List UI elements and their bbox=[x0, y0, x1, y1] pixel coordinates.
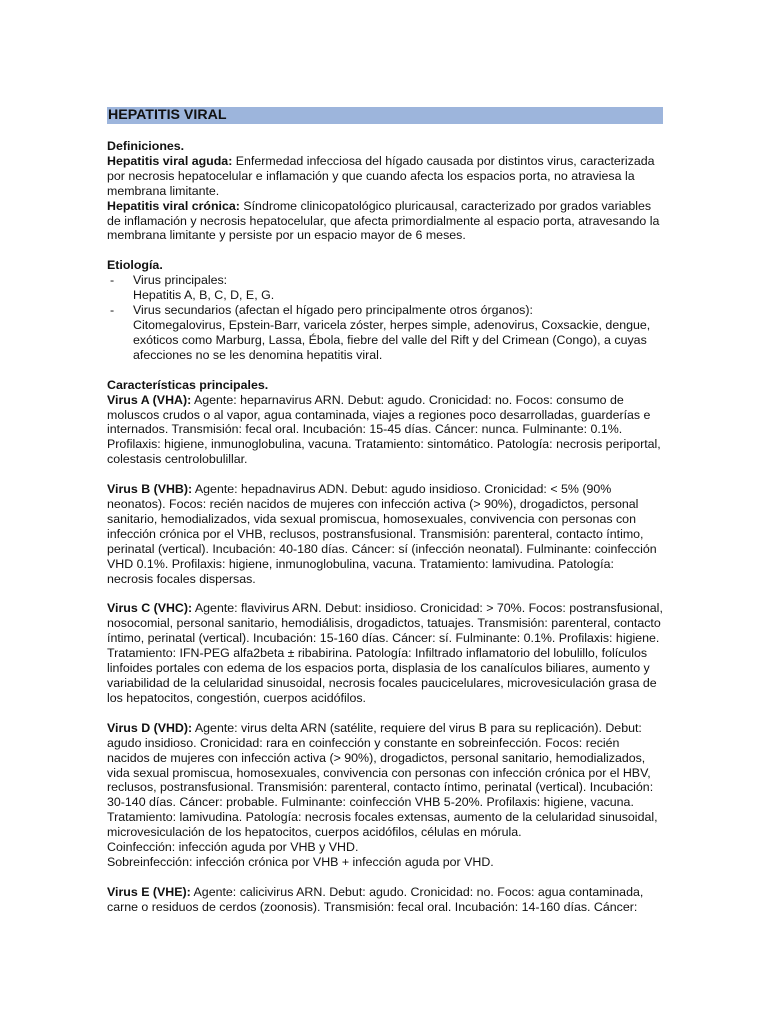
document-page bbox=[107, 107, 663, 915]
list-item-detail: Citomegalovirus, Epstein-Barr, varicela zóster, herpes simple, adenovirus, Coxsackie, dengue, exóticos como Marburg, Lassa, Ébola, fiebre del valle del Rift y del Crimean (Congo), a cuyas afecciones no se les denomina hepatitis viral. bbox=[133, 317, 651, 362]
definicion-aguda-text: Enfermedad infecciosa del hígado causada por distintos virus, caracterizada por necrosis hepatocelular e inflamación y que cuando afecta los espacios porta, no atraviesa la membrana limitante. bbox=[107, 153, 655, 198]
virus-d-coinfeccion: Coinfección: infección aguda por VHB y VHD. bbox=[107, 840, 359, 855]
virus-e-paragraph bbox=[107, 885, 663, 915]
virus-b-term: Virus B (VHB): bbox=[107, 482, 193, 497]
virus-d-term: Virus D (VHD): bbox=[107, 720, 193, 735]
caracteristicas-heading: Características principales. bbox=[107, 377, 269, 392]
virus-a-paragraph bbox=[107, 393, 663, 468]
definicion-aguda bbox=[107, 154, 663, 199]
list-item bbox=[107, 273, 663, 303]
virus-c-paragraph bbox=[107, 601, 663, 705]
spacer bbox=[107, 243, 663, 258]
spacer bbox=[107, 870, 663, 885]
list-item-label: Virus principales: bbox=[133, 273, 228, 288]
virus-d-paragraph bbox=[107, 721, 663, 840]
spacer bbox=[107, 586, 663, 601]
virus-d-text: Agente: virus delta ARN (satélite, requiere del virus B para su replicación). Debut: agudo insidioso. Cronicidad: rara en coinfección y constante en sobreinfección. Focos: recién nacidos de mujeres con infección activa (> 90%), drogadictos, personal sanitario, hemodializados, vida sexual promiscua, homosexuales, convivencia con personas con infección crónica por el HBV, reclusos, postransfusional. Transmisión: parenteral, contacto íntimo, perinatal (vertical). Incubación: 30-140 días. Cáncer: probable. Fulminante: coinfección VHB 5-20%. Profilaxis: higiene, vacuna. Tratamiento: lamivudina. Patología: necrosis focales extensas, aumento de la celularidad sinusoidal, microvesiculación de los hepatocitos, cuerpos acidófilos, células en mórula. bbox=[107, 720, 658, 840]
virus-a-term: Virus A (VHA): bbox=[107, 392, 192, 407]
list-item-detail: Hepatitis A, B, C, D, E, G. bbox=[133, 288, 275, 303]
virus-c-text: Agente: flavivirus ARN. Debut: insidioso. Cronicidad: > 70%. Focos: postransfusional, nosocomial, personal sanitario, hemodiálisis, drogadictos, tatuajes. Transmisión: parenteral, contacto íntimo, perinatal (vertical). Incubación: 15-160 días. Cáncer: sí. Fulminante: 0.1%. Profilaxis: higiene. Tratamiento: IFN-PEG alfa2beta ± ribabirina. Patología: Infiltrado inflamatorio del lobulillo, folículos linfoides portales con edema de los espacios porta, displasia de los canalículos biliares, aumento y variabilidad de la celularidad sinusoidal, necrosis focales paucicelulares, microvesiculación grasa de los hepatocitos, congestión, cuerpos acidófilos. bbox=[107, 601, 663, 705]
etiologia-list bbox=[107, 273, 663, 362]
virus-a-text: Agente: heparnavirus ARN. Debut: agudo. Cronicidad: no. Focos: consumo de moluscos crudos o al vapor, agua contaminada, viajes a regiones poco desarrolladas, guarderías e internados. Transmisión: fecal oral. Incubación: 15-45 días. Cáncer: nunca. Fulminante: 0.1%. Profilaxis: higiene, inmunoglobulina, vacuna. Tratamiento: sintomático. Patología: necrosis periportal, colestasis centrolobulillar. bbox=[107, 392, 661, 467]
spacer bbox=[107, 467, 663, 482]
spacer bbox=[107, 706, 663, 721]
definicion-cronica bbox=[107, 199, 663, 244]
virus-e-text: Agente: calicivirus ARN. Debut: agudo. Cronicidad: no. Focos: agua contaminada, carne o residuos de cerdos (zoonosis). Transmisión: fecal oral. Incubación: 14-160 días. Cáncer: bbox=[107, 884, 644, 914]
definicion-cronica-text: Síndrome clinicopatológico pluricausal, caracterizado por grados variables de inflamación y necrosis hepatocelular, que afecta primordialmente al espacio porta, atravesando la membrana limitante y persiste por un espacio mayor de 6 meses. bbox=[107, 198, 660, 243]
etiologia-heading: Etiología. bbox=[107, 258, 163, 273]
virus-e-term: Virus E (VHE): bbox=[107, 884, 191, 899]
document-title: HEPATITIS VIRAL bbox=[107, 107, 663, 124]
definicion-aguda-term: Hepatitis viral aguda: bbox=[107, 153, 233, 168]
definicion-cronica-term: Hepatitis viral crónica: bbox=[107, 198, 240, 213]
list-item bbox=[107, 303, 663, 363]
virus-b-text: Agente: hepadnavirus ADN. Debut: agudo insidioso. Cronicidad: < 5% (90% neonatos). Focos: recién nacidos de mujeres con infección activa (> 90%), drogadictos, personal sanitario, hemodializados, vida sexual promiscua, homosexuales, convivencia con personas con infección crónica por el VHB, reclusos, postransfusional. Transmisión: parenteral, contacto íntimo, perinatal (vertical). Incubación: 40-180 días. Cáncer: sí (infección neonatal). Fulminante: coinfección VHD 0.1%. Profilaxis: higiene, inmunoglobulina, vacuna. Tratamiento: lamivudina. Patología: necrosis focales dispersas. bbox=[107, 482, 657, 586]
list-item-label: Virus secundarios (afectan el hígado pero principalmente otros órganos): bbox=[133, 303, 533, 318]
virus-d-sobreinfeccion: Sobreinfección: infección crónica por VHB + infección aguda por VHD. bbox=[107, 854, 494, 869]
dash-bullet: - bbox=[110, 273, 115, 288]
virus-b-paragraph bbox=[107, 482, 663, 586]
dash-bullet: - bbox=[110, 303, 115, 318]
virus-c-term: Virus C (VHC): bbox=[107, 601, 193, 616]
definiciones-heading: Definiciones. bbox=[107, 139, 185, 153]
spacer bbox=[107, 363, 663, 378]
